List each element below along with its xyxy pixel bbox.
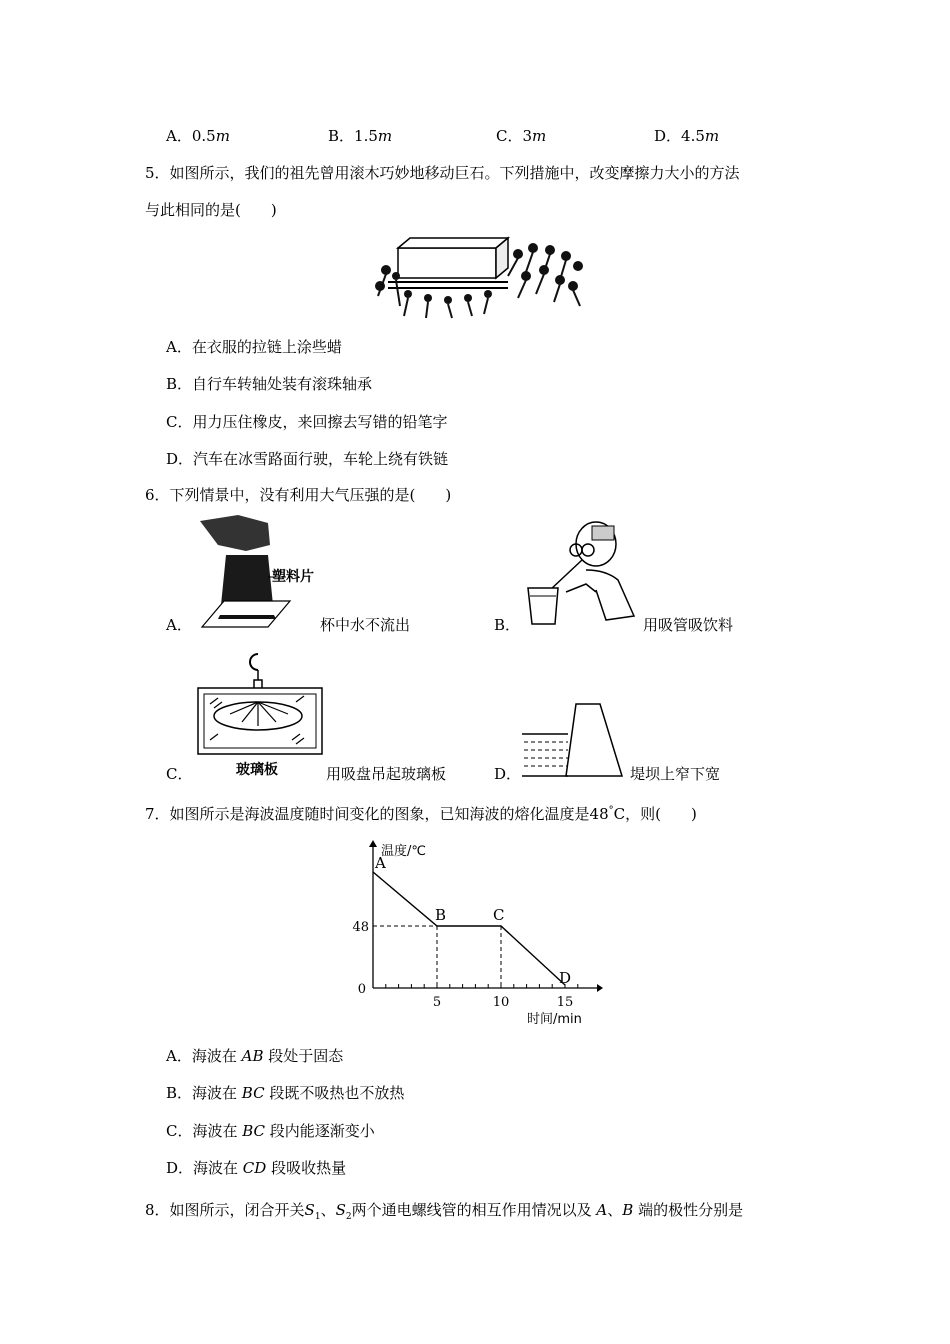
q6-option-d-caption: 堤坝上窄下宽 [630,765,721,783]
q6-option-a-letter: A． [166,616,192,634]
origin-label: 0 [357,982,366,997]
q7-option-d: D．海波在 CD 段吸收热量 [166,1159,347,1177]
q6-stem: 6．下列情景中，没有利用大气压强的是( ) [145,486,452,504]
q6-option-d-letter: D． [494,765,522,783]
man-drinking-straw-figure [526,520,638,632]
y-axis-title: 温度/℃ [381,844,426,859]
dam-figure [522,700,634,778]
q4-option-c: C．3m [496,127,547,145]
x-tick-label: 5 [432,995,442,1010]
q8-stem: 8．如图所示，闭合开关$S_1$、$S_2$两个通电螺线管的相互作用情况以及 A、B 端的极性分别是 [145,1201,744,1222]
plastic-sheet-label: 塑料片 [272,569,314,585]
q6-option-b-letter: B． [494,616,521,634]
x-tick-label: 15 [556,995,574,1010]
x-tick-label: 10 [492,995,510,1010]
q4-option-a: A．0.5m [166,127,230,145]
q5-option-b: B．自行车转轴处装有滚珠轴承 [166,375,373,393]
q7-stem: 7．如图所示是海波温度随时间变化的图象，已知海波的熔化温度是48°C，则( ) [145,805,697,823]
point-label-a: A [375,854,386,872]
x-axis-arrow [597,984,603,992]
y-axis-arrow [369,840,377,847]
q6-option-b-caption: 用吸管吸饮料 [643,616,734,634]
suction-cup-glass-figure [196,640,326,758]
melting-temp: 48 [589,805,609,823]
q5-stem-line2: 与此相同的是( ) [145,201,277,219]
q6-option-c-letter: C． [166,765,193,783]
q5-stem-line1: 5．如图所示，我们的祖先曾用滚木巧妙地移动巨石。下列措施中，改变摩擦力大小的方法 [145,164,740,182]
q7-option-a: A．海波在 AB 段处于固态 [166,1047,344,1065]
point-label-d: D [559,969,572,987]
q4-option-b: B．1.5m [328,127,393,145]
y-tick-label: 48 [352,920,369,935]
q7-option-c: C．海波在 BC 段内能逐渐变小 [166,1122,375,1140]
rolling-logs-stone-figure [368,236,586,320]
q5-option-d: D．汽车在冰雪路面行驶，车轮上绕有铁链 [166,450,449,468]
series-line [373,872,565,985]
q5-option-a: A．在衣服的拉链上涂些蜡 [166,338,342,356]
temperature-time-chart [345,835,605,1030]
q7-option-b: B．海波在 BC 段既不吸热也不放热 [166,1084,405,1102]
glass-plate-label: 玻璃板 [236,762,278,778]
x-axis-title: 时间/min [527,1012,582,1027]
point-label-c: C [493,906,505,924]
q5-option-c: C．用力压住橡皮，来回擦去写错的铅笔字 [166,413,448,431]
q6-option-a-caption: 杯中水不流出 [320,616,411,634]
q6-option-c-caption: 用吸盘吊起玻璃板 [326,765,447,783]
point-label-b: B [435,906,447,924]
q4-option-d: D．4.5m [654,127,720,145]
